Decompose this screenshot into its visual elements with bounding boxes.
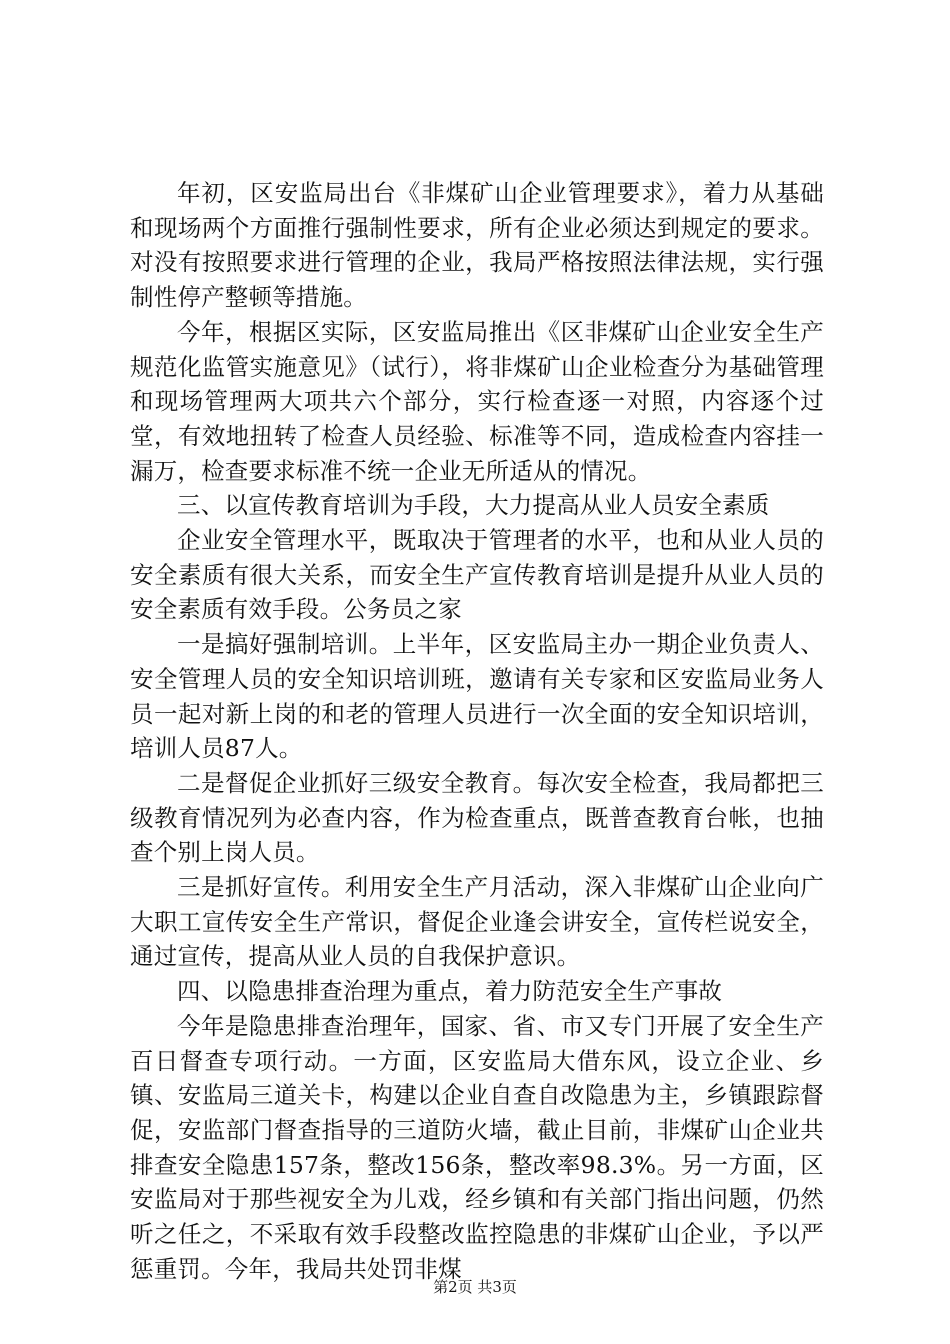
paragraph-safety-quality: 企业安全管理水平，既取决于管理者的水平，也和从业人员的安全素质有很大关系，而安全生产宣传教育培训是提升从业人员的安全素质有效手段。公务员之家 bbox=[130, 526, 824, 624]
section-heading-hazard-inspection: 四、以隐患排查治理为重点，着力防范安全生产事故 bbox=[177, 977, 723, 1006]
paragraph-standardized-supervision: 今年，根据区实际，区安监局推出《区非煤矿山企业安全生产规范化监管实施意见》（试行），将非煤矿山企业检查分为基础管理和现场管理两大项共六个部分，实行检查逐一对照，内容逐个过堂，有效地扭转了检查人员经验、标准等不同，造成检查内容挂一漏万，检查要求标准不统一企业无所适从的情况。 bbox=[130, 317, 824, 485]
page-footer: 第2页 共3页 bbox=[433, 1278, 517, 1296]
document-body bbox=[130, 176, 824, 1287]
section-heading-training: 三、以宣传教育培训为手段，大力提高从业人员安全素质 bbox=[177, 491, 770, 520]
paragraph-mandatory-training: 一是搞好强制培训。上半年，区安监局主办一期企业负责人、安全管理人员的安全知识培训班，邀请有关专家和区安监局业务人员一起对新上岗的和老的管理人员进行一次全面的安全知识培训，培训人员87人。 bbox=[130, 630, 824, 763]
paragraph-three-level-education: 二是督促企业抓好三级安全教育。每次安全检查，我局都把三级教育情况列为必查内容，作为检查重点，既普查教育台帐，也抽查个别上岗人员。 bbox=[130, 768, 824, 867]
paragraph-publicity: 三是抓好宣传。利用安全生产月活动，深入非煤矿山企业向广大职工宣传安全生产常识，督促企业逢会讲安全，宣传栏说安全，通过宣传，提高从业人员的自我保护意识。 bbox=[130, 873, 824, 971]
paragraph-hazard-inspection: 今年是隐患排查治理年，国家、省、市又专门开展了安全生产百日督查专项行动。一方面，区安监局大借东风，设立企业、乡镇、安监局三道关卡，构建以企业自查自改隐患为主，乡镇跟踪督促，安监部门督查指导的三道防火墙，截止目前，非煤矿山企业共排查安全隐患157条，整改156条，整改率98.3%。另一方面，区安监局对于那些视安全为儿戏，经乡镇和有关部门指出问题，仍然听之任之，不采取有效手段整改监控隐患的非煤矿山企业，予以严惩重罚。今年，我局共处罚非煤 bbox=[130, 1011, 824, 1283]
paragraph-regulation-requirements: 年初，区安监局出台《非煤矿山企业管理要求》，着力从基础和现场两个方面推行强制性要求，所有企业必须达到规定的要求。对没有按照要求进行管理的企业，我局严格按照法律法规，实行强制性停产整顿等措施。 bbox=[130, 179, 824, 312]
